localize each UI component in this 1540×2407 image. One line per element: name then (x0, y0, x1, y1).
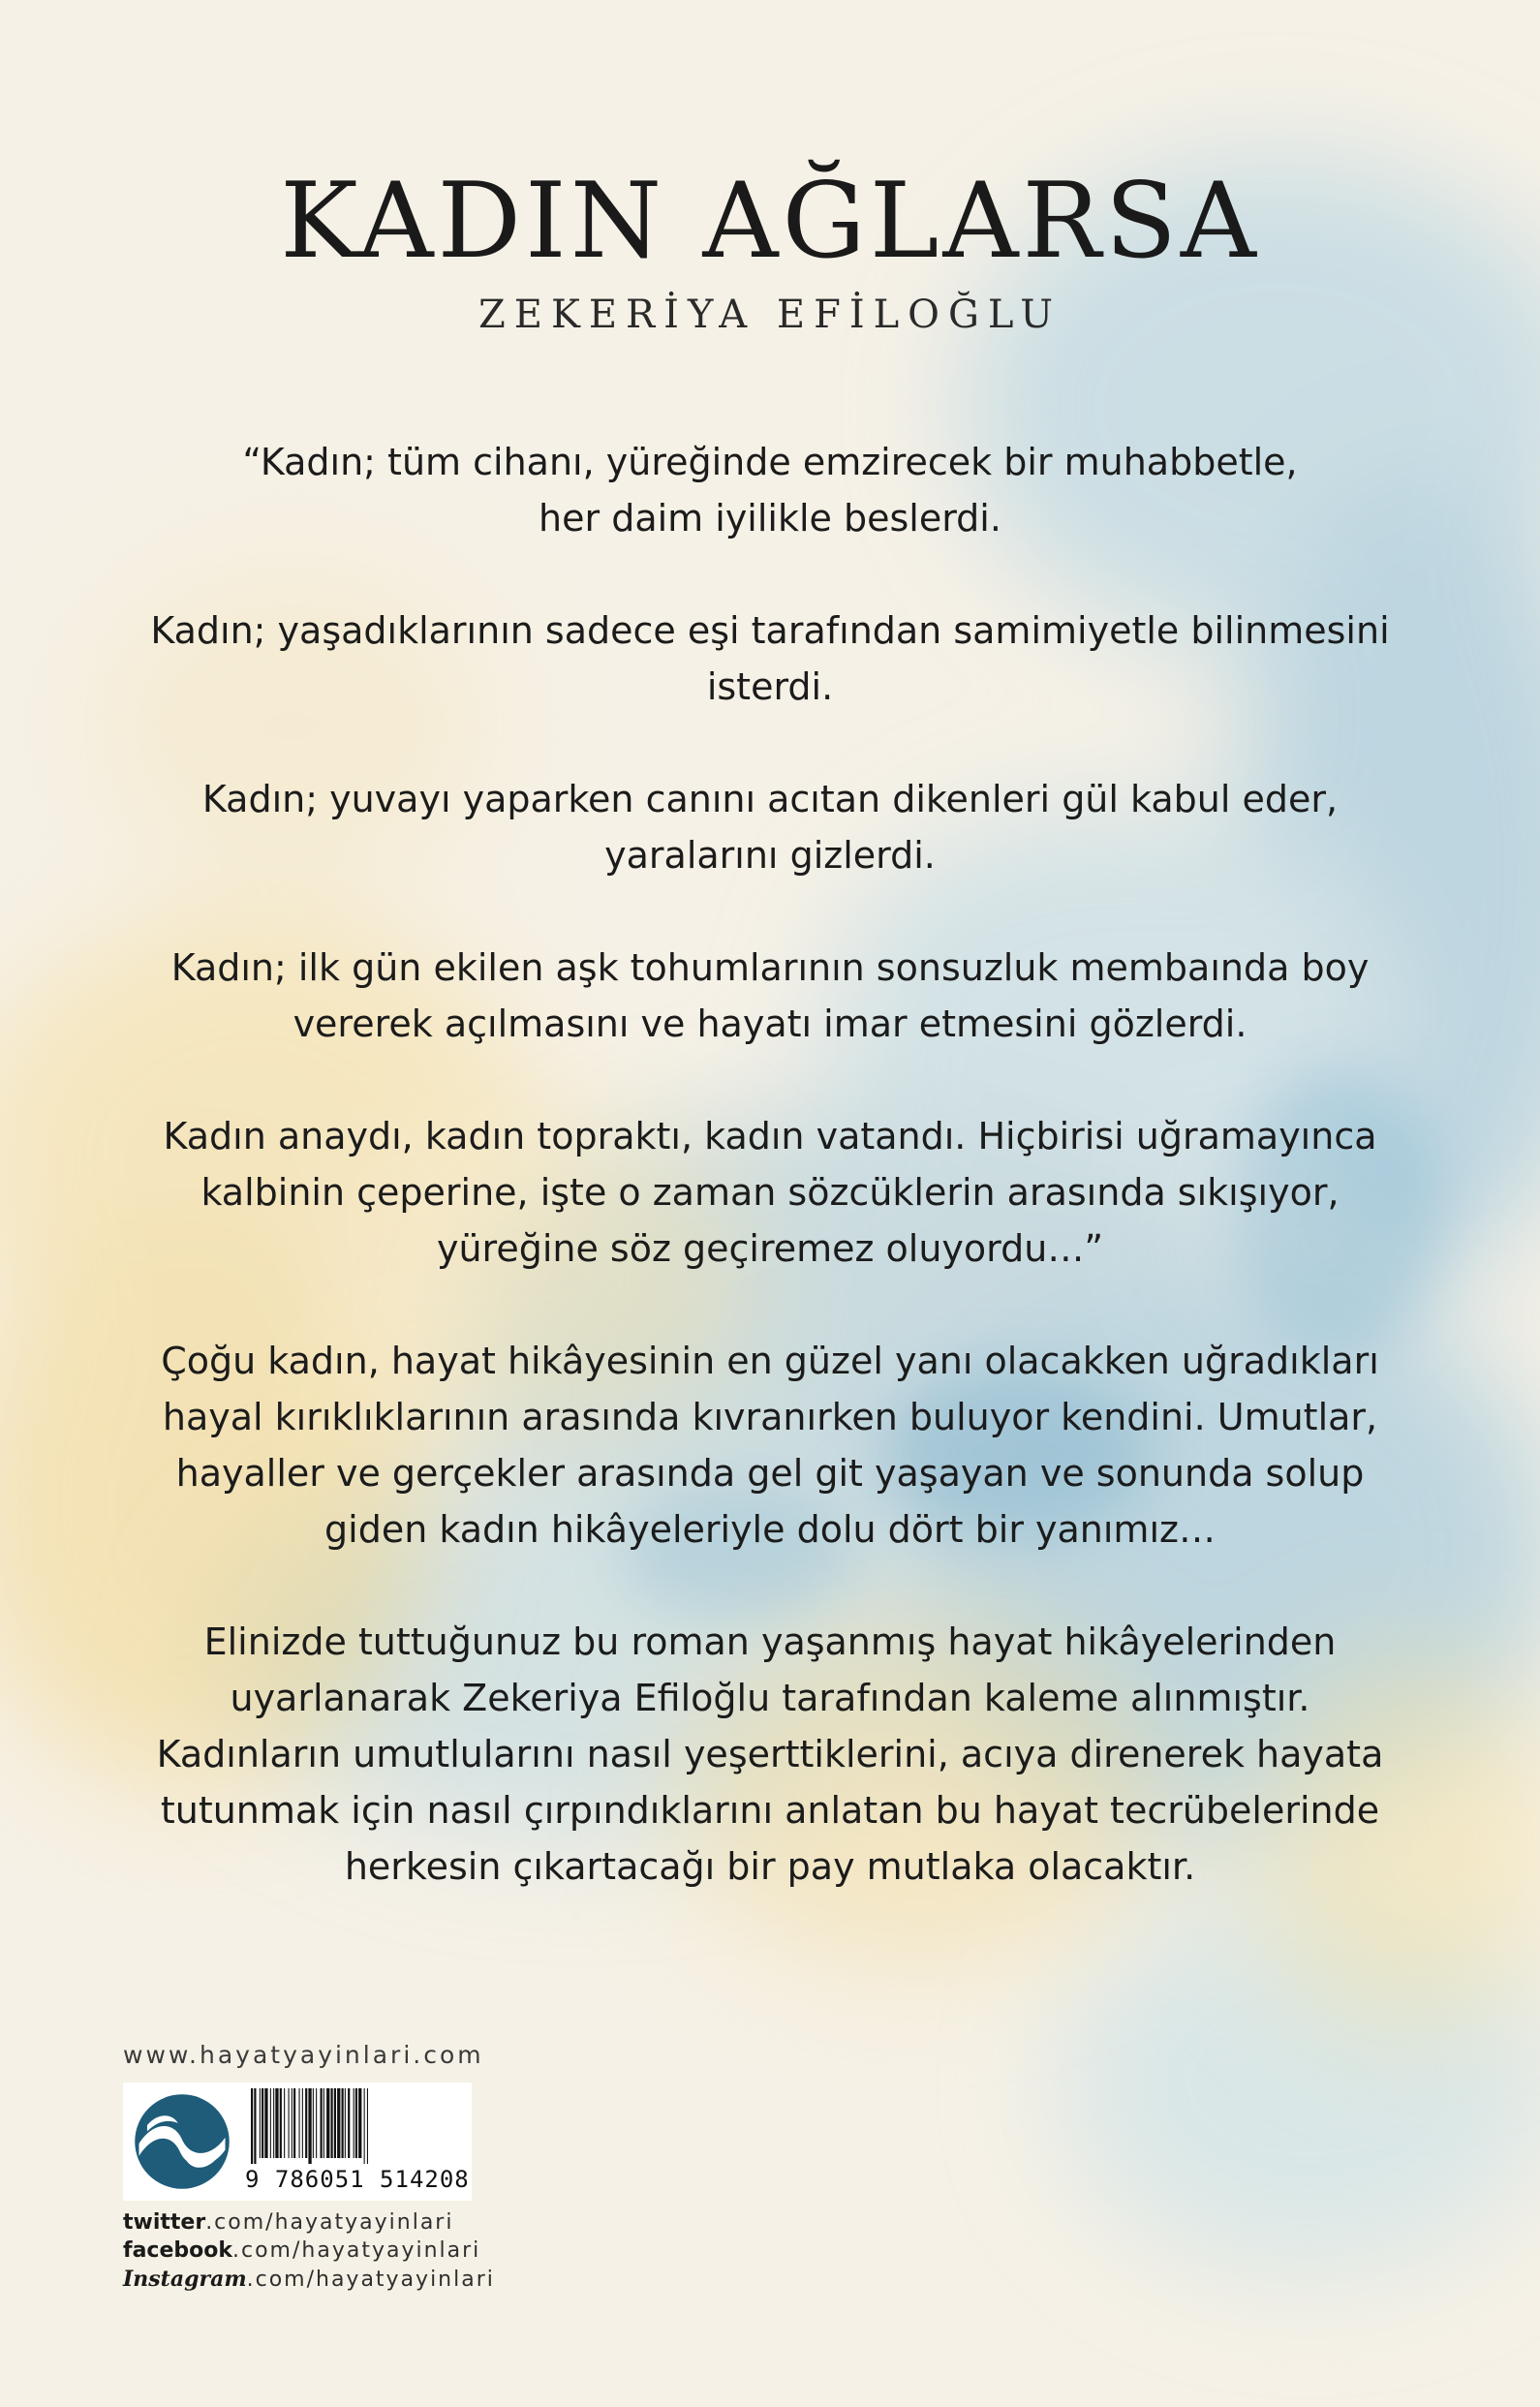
barcode-bar (321, 2088, 323, 2158)
publisher-barcode-panel (123, 2083, 472, 2201)
blurb-paragraph-6 (107, 1333, 1433, 1558)
barcode-bar (305, 2088, 307, 2158)
facebook-link[interactable] (123, 2238, 491, 2263)
isbn-number: 9 786051 514208 (245, 2166, 470, 2193)
barcode-bar (260, 2088, 261, 2158)
blurb-line: Çoğu kadın, hayat hikâyesinin en güzel yanı olacakken uğradıkları (161, 1340, 1379, 1382)
twitter-brand: twitter (123, 2210, 206, 2235)
instagram-link[interactable] (123, 2267, 495, 2292)
barcode-bar (254, 2088, 256, 2164)
blurb-line: Kadınların umutlularını nasıl yeşerttiklerini, acıya direnerek hayata (156, 1733, 1384, 1775)
blurb-line: her daim iyilikle beslerdi. (539, 497, 1001, 540)
barcode-bar (355, 2088, 357, 2158)
facebook-path: .com/hayatyayinlari (232, 2238, 481, 2263)
barcode-bar (275, 2088, 278, 2158)
facebook-brand: facebook (123, 2238, 232, 2263)
barcode-bar (293, 2088, 295, 2158)
blurb-line: Kadın; yuvayı yaparken canını acıtan dikenleri gül kabul eder, (201, 778, 1339, 820)
barcode-bar (323, 2088, 324, 2158)
barcode-bar (284, 2088, 285, 2158)
blurb-line: Kadın; yaşadıklarının sadece eşi tarafından samimiyetle bilinmesini (150, 609, 1390, 652)
barcode-bar (316, 2088, 317, 2158)
blurb-line: uyarlanarak Zekeriya Efiloğlu tarafından kaleme alınmıştır. (230, 1677, 1310, 1719)
blurb-paragraph-2 (107, 602, 1433, 715)
barcode-bar (289, 2088, 290, 2158)
instagram-brand: Instagram (123, 2267, 247, 2292)
blurb-line: Kadın anaydı, kadın topraktı, kadın vatandı. Hiçbirisi uğramayınca (163, 1115, 1377, 1157)
blurb-line: vererek açılmasını ve hayatı imar etmesini gözlerdi. (293, 1003, 1247, 1045)
barcode-bar (358, 2088, 361, 2158)
blurb-line: tutunmak için nasıl çırpındıklarını anlatan bu hayat tecrübelerinde (160, 1789, 1380, 1832)
barcode-bar (292, 2088, 293, 2158)
blurb-line: hayal kırıklıklarının arasında kıvranırken buluyor kendini. Umutlar, (162, 1396, 1378, 1438)
blurb-paragraph-4 (107, 940, 1433, 1052)
book-title: KADIN AĞLARSA (280, 161, 1260, 282)
blurb-line: isterdi. (706, 665, 834, 708)
barcode-bar (270, 2088, 271, 2158)
blurb-paragraph-7 (107, 1614, 1433, 1895)
barcode-bar (331, 2088, 333, 2158)
blurb-line: yaralarını gizlerdi. (604, 834, 936, 877)
barcode-bar (264, 2088, 267, 2158)
publisher-website: www.hayatyayinlari.com (123, 2041, 484, 2069)
blurb-line: giden kadın hikâyeleriyle dolu dört bir yanımız… (324, 1508, 1216, 1551)
barcode-bar (345, 2088, 346, 2158)
barcode-bar (313, 2088, 314, 2158)
twitter-path: .com/hayatyayinlari (205, 2210, 454, 2235)
twitter-link[interactable] (123, 2210, 491, 2235)
barcode-bar (262, 2088, 263, 2158)
blurb-line: Elinizde tuttuğunuz bu roman yaşanmış hayat hikâyelerinden (203, 1620, 1337, 1663)
blurb-line: yüreğine söz geçiremez oluyordu…” (436, 1227, 1104, 1270)
barcode-bar (348, 2088, 350, 2158)
barcode-bar (367, 2088, 368, 2164)
blurb-paragraph-5 (107, 1108, 1433, 1277)
barcode-bar (337, 2088, 340, 2158)
barcode-bar (251, 2088, 253, 2164)
blurb-line: herkesin çıkartacağı bir pay mutlaka olacaktır. (344, 1845, 1196, 1888)
barcode-bar (280, 2088, 282, 2158)
barcode-bar (302, 2088, 303, 2158)
barcode-bar (308, 2088, 311, 2164)
instagram-path: .com/hayatyayinlari (246, 2268, 495, 2292)
barcode-bar (326, 2088, 329, 2158)
blurb-text (107, 434, 1433, 1951)
barcode-bar (364, 2088, 365, 2164)
barcode-bar (342, 2088, 344, 2158)
blurb-line: hayaller ve gerçekler arasında gel git yaşayan ve sonunda solup (175, 1452, 1365, 1495)
blurb-line: kalbinin çeperine, işte o zaman sözcüklerin arasında sıkışıyor, (200, 1171, 1340, 1214)
wave-circle-logo-icon (131, 2090, 233, 2193)
isbn-barcode (249, 2088, 464, 2164)
blurb-paragraph-1 (107, 434, 1433, 546)
barcode-bar (299, 2088, 300, 2158)
blurb-paragraph-3 (107, 771, 1433, 883)
blurb-line: “Kadın; tüm cihanı, yüreğinde emzirecek bir muhabbetle, (242, 441, 1298, 483)
author-name: ZEKERİYA EFİLOĞLU (477, 293, 1063, 337)
barcode-bar (273, 2088, 274, 2158)
blurb-line: Kadın; ilk gün ekilen aşk tohumlarının sonsuzluk membaında boy (170, 946, 1370, 989)
barcode-bar (334, 2088, 336, 2158)
